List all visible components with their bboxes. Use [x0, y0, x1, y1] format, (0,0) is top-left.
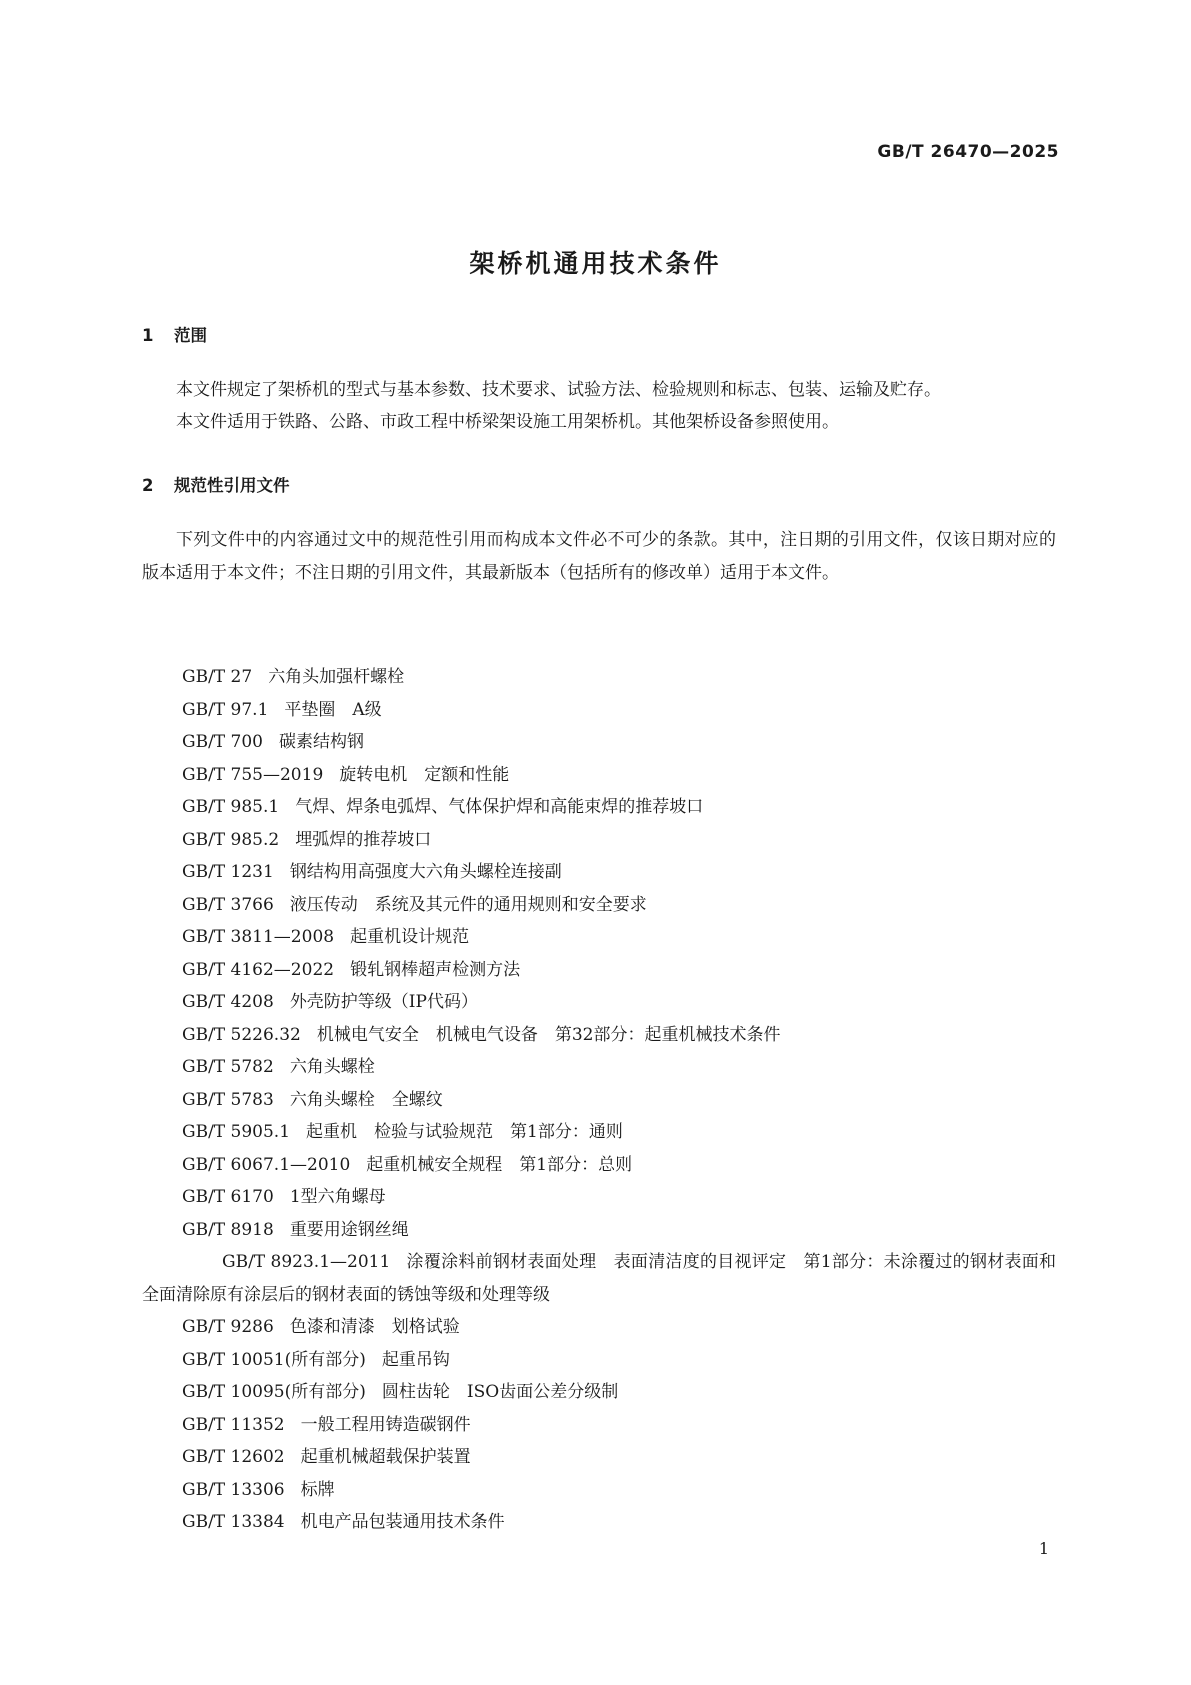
reference-code: GB/T 5782 [182, 1057, 274, 1077]
reference-title: 机电产品包装通用技术条件 [300, 1512, 505, 1532]
reference-item [142, 1441, 1056, 1474]
reference-code: GB/T 1231 [182, 862, 274, 882]
reference-code: GB/T 6170 [182, 1187, 274, 1207]
reference-item [142, 1409, 1056, 1442]
reference-item [142, 1181, 1056, 1214]
reference-title: 旋转电机 定额和性能 [339, 764, 510, 785]
reference-item [142, 1376, 1056, 1409]
reference-title: 六角头加强杆螺栓 [268, 667, 405, 687]
reference-code: GB/T 8918 [182, 1219, 274, 1240]
reference-item [142, 1051, 1056, 1084]
reference-item [142, 1084, 1056, 1117]
reference-title: 锻轧钢棒超声检测方法 [350, 959, 521, 980]
section-number: 2 [142, 476, 154, 495]
reference-code: GB/T 13306 [182, 1479, 285, 1500]
reference-code: GB/T 10095(所有部分) [182, 1382, 366, 1402]
reference-code: GB/T 11352 [182, 1414, 285, 1435]
reference-item [142, 1506, 1056, 1539]
section-2-heading [142, 472, 290, 496]
reference-code: GB/T 12602 [182, 1447, 285, 1467]
reference-title: 六角头螺栓 全螺纹 [289, 1089, 443, 1110]
reference-title: 钢结构用高强度大六角头螺栓连接副 [289, 862, 562, 882]
reference-item [142, 694, 1056, 727]
reference-item [142, 1214, 1056, 1247]
reference-title: 外壳防护等级（IP代码） [289, 992, 478, 1012]
reference-title: 埋弧焊的推荐坡口 [295, 829, 432, 850]
reference-item [142, 1149, 1056, 1182]
reference-title: 涂覆涂料前钢材表面处理 表面清洁度的目视评定 第1部分：未涂覆过的钢材表面和全面清除原有涂层后的钢材表面的锈蚀等级和处理等级 [142, 1252, 1056, 1305]
section-number: 1 [142, 326, 154, 345]
reference-code: GB/T 985.2 [182, 829, 280, 850]
document-title: 架桥机通用技术条件 [469, 249, 722, 278]
reference-item [142, 986, 1056, 1019]
reference-code: GB/T 10051(所有部分) [182, 1349, 366, 1370]
reference-title: 起重机械安全规程 第1部分：总则 [366, 1154, 633, 1175]
reference-title: 起重机 检验与试验规范 第1部分：通则 [306, 1122, 623, 1142]
reference-code: GB/T 5905.1 [182, 1122, 291, 1142]
reference-code: GB/T 700 [182, 732, 263, 752]
reference-code: GB/T 4162—2022 [182, 959, 335, 980]
reference-title: 色漆和清漆 划格试验 [289, 1317, 460, 1337]
reference-code: GB/T 9286 [182, 1317, 274, 1337]
reference-title: 1型六角螺母 [289, 1187, 386, 1207]
reference-item [142, 791, 1056, 824]
reference-code: GB/T 985.1 [182, 797, 280, 817]
reference-item [142, 954, 1056, 987]
reference-title: 起重机设计规范 [350, 927, 470, 947]
reference-code: GB/T 8923.1—2011 [222, 1252, 391, 1272]
reference-item [142, 889, 1056, 922]
section-1-heading [142, 322, 207, 346]
scope-paragraph-2: 本文件适用于铁路、公路、市政工程中桥梁架设施工用架桥机。其他架桥设备参照使用。 [176, 412, 839, 432]
reference-code: GB/T 13384 [182, 1512, 285, 1532]
section-title: 规范性引用文件 [174, 476, 290, 495]
section-title: 范围 [174, 326, 207, 345]
reference-item [142, 856, 1056, 889]
reference-item [142, 1116, 1056, 1149]
reference-item [142, 921, 1056, 954]
page-number: 1 [1038, 1539, 1049, 1558]
reference-code: GB/T 97.1 [182, 699, 269, 720]
reference-code: GB/T 755—2019 [182, 764, 324, 785]
standard-code: GB/T 26470—2025 [877, 142, 1059, 162]
reference-item [142, 1474, 1056, 1507]
reference-item [142, 1344, 1056, 1377]
references-intro-paragraph: 下列文件中的内容通过文中的规范性引用而构成本文件必不可少的条款。其中，注日期的引用文件，仅该日期对应的版本适用于本文件；不注日期的引用文件，其最新版本（包括所有的修改单）适用于本文件。 [142, 530, 1056, 583]
reference-title: 一般工程用铸造碳钢件 [300, 1414, 471, 1435]
reference-code: GB/T 6067.1—2010 [182, 1154, 351, 1175]
reference-code: GB/T 4208 [182, 992, 274, 1012]
reference-title: 圆柱齿轮 ISO齿面公差分级制 [381, 1382, 619, 1402]
reference-item [142, 1246, 1056, 1311]
reference-item [142, 661, 1056, 694]
reference-title: 气焊、焊条电弧焊、气体保护焊和高能束焊的推荐坡口 [295, 797, 704, 817]
reference-item [142, 1019, 1056, 1052]
reference-item [142, 1311, 1056, 1344]
reference-title: 液压传动 系统及其元件的通用规则和安全要求 [289, 894, 647, 915]
reference-title: 平垫圈 A级 [284, 699, 382, 720]
reference-code: GB/T 3766 [182, 894, 274, 915]
reference-item [142, 759, 1056, 792]
reference-item [142, 824, 1056, 857]
normative-references-list [142, 661, 1056, 1539]
scope-paragraph-1: 本文件规定了架桥机的型式与基本参数、技术要求、试验方法、检验规则和标志、包装、运输及贮存。 [176, 380, 941, 400]
reference-title: 六角头螺栓 [289, 1057, 375, 1077]
reference-title: 标牌 [300, 1479, 335, 1500]
reference-title: 起重吊钩 [381, 1349, 450, 1370]
reference-title: 碳素结构钢 [279, 732, 364, 752]
reference-title: 机械电气安全 机械电气设备 第32部分：起重机械技术条件 [316, 1024, 781, 1045]
reference-title: 重要用途钢丝绳 [289, 1219, 409, 1240]
reference-code: GB/T 5226.32 [182, 1024, 301, 1045]
reference-code: GB/T 27 [182, 667, 253, 687]
reference-title: 起重机械超载保护装置 [300, 1447, 471, 1467]
reference-code: GB/T 3811—2008 [182, 927, 335, 947]
reference-item [142, 726, 1056, 759]
reference-code: GB/T 5783 [182, 1089, 274, 1110]
